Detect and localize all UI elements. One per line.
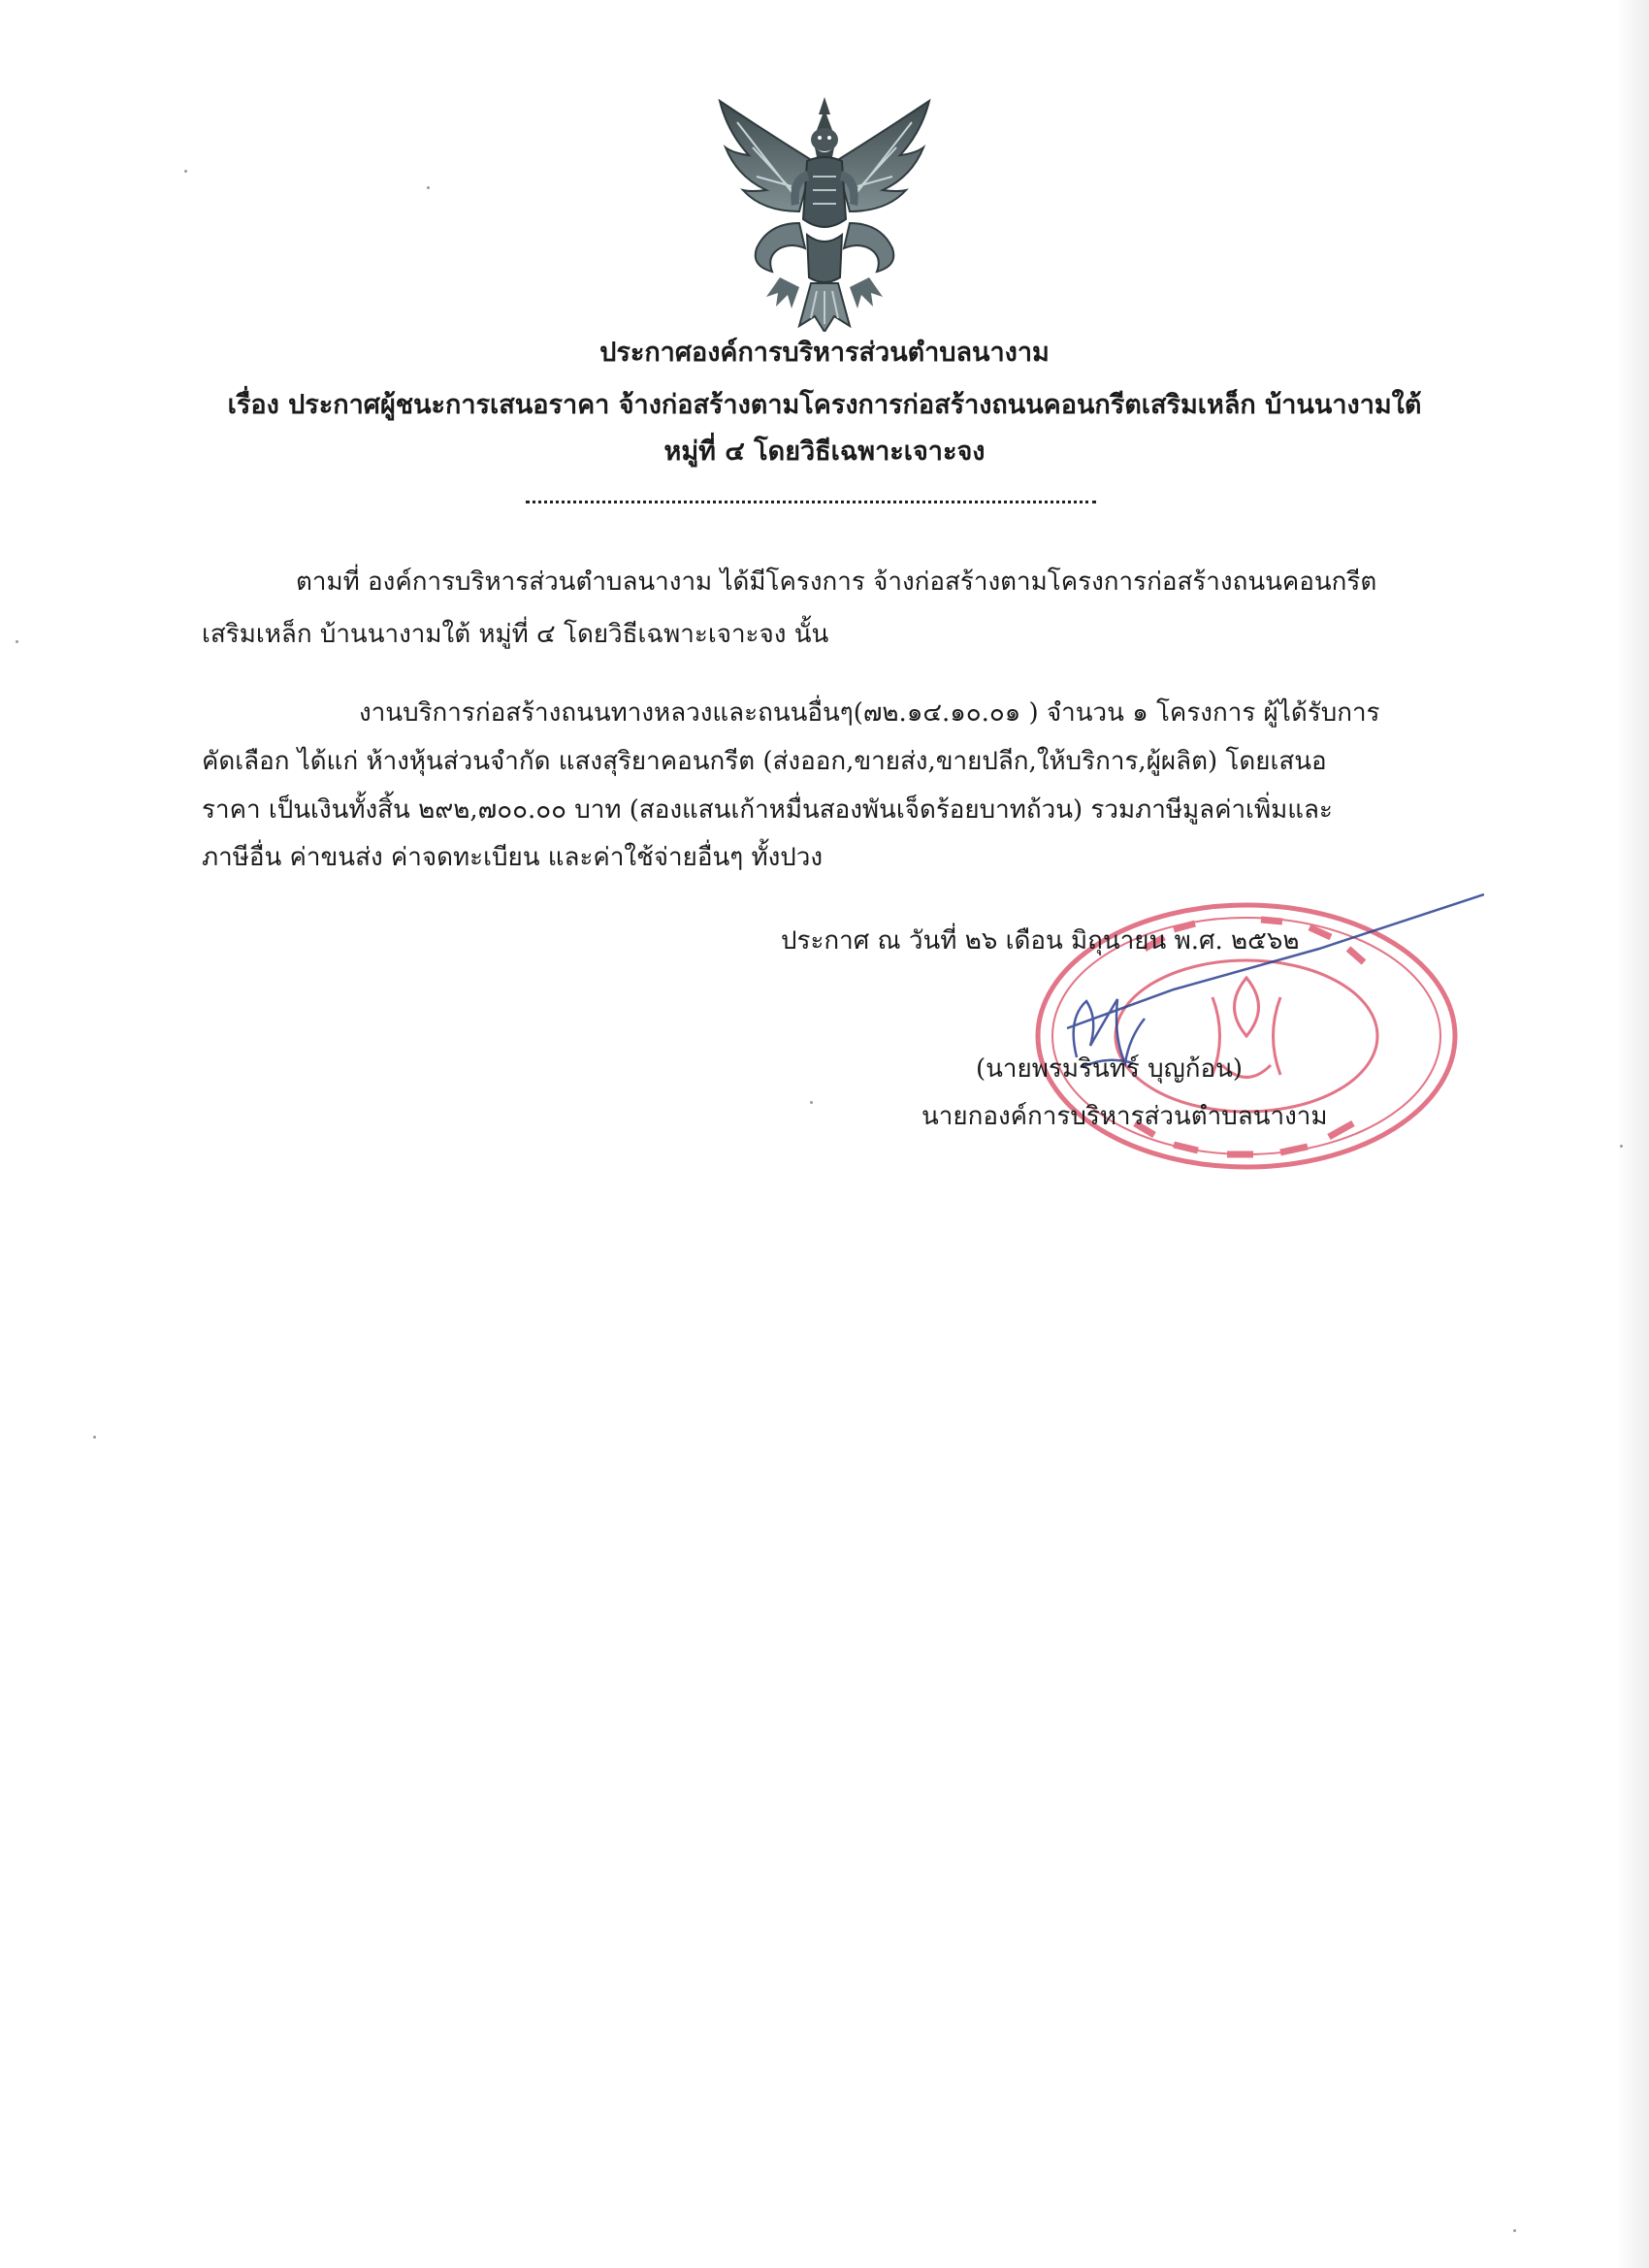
scan-speck [810,1101,813,1104]
announcement-date: ประกาศ ณ วันที่ ๒๖ เดือน มิถุนายน พ.ศ. ๒๕๖๒ [781,926,1300,956]
scan-speck [184,170,187,173]
paragraph-1-line-2: เสริมเหล็ก บ้านนางามใต้ หมู่ที่ ๔ โดยวิธีเฉพาะเจาะจง นั้น [202,620,829,649]
signer-name: (นายพรมรินทร์ บุญก้อน) [976,1054,1244,1084]
paragraph-1-line-1: ตามที่ องค์การบริหารส่วนตำบลนางาม ได้มีโครงการ จ้างก่อสร้างตามโครงการก่อสร้างถนนคอนกรีต [296,567,1377,597]
announcement-title: ประกาศองค์การบริหารส่วนตำบลนางาม [599,338,1050,368]
announcement-subject: เรื่อง ประกาศผู้ชนะการเสนอราคา จ้างก่อสร้างตามโครงการก่อสร้างถนนคอนกรีตเสริมเหล็ก บ้านนางามใต้ [227,390,1422,420]
announcement-subject-continued: หมู่ที่ ๔ โดยวิธีเฉพาะเจาะจง [663,437,986,467]
dotted-divider [526,501,1096,503]
paragraph-2-line-2: คัดเลือก ได้แก่ ห้างหุ้นส่วนจำกัด แสงสุริยาคอนกรีต (ส่งออก,ขายส่ง,ขายปลีก,ให้บริการ,ผู้ผลิต) โดยเสนอ [202,747,1327,776]
scan-speck [427,186,430,189]
scan-speck [93,1436,96,1439]
scan-speck [1513,2229,1516,2232]
paragraph-2-line-3: ราคา เป็นเงินทั้งสิ้น ๒๙๒,๗๐๐.๐๐ บาท (สองแสนเก้าหมื่นสองพันเจ็ดร้อยบาทถ้วน) รวมภาษีมูลค่าเพิ่มและ [202,795,1333,825]
scan-edge [1616,0,1649,2268]
scan-speck [1620,1145,1623,1148]
paragraph-2-line-4: ภาษีอื่น ค่าขนส่ง ค่าจดทะเบียน และค่าใช้จ่ายอื่นๆ ทั้งปวง [202,843,824,872]
scan-speck [16,640,18,643]
signer-position: นายกองค์การบริหารส่วนตำบลนางาม [922,1102,1328,1131]
garuda-emblem-icon [698,93,951,332]
paragraph-2-line-1: งานบริการก่อสร้างถนนทางหลวงและถนนอื่นๆ(๗๒.๑๔.๑๐.๐๑ ) จำนวน ๑ โครงการ ผู้ได้รับการ [359,698,1380,728]
